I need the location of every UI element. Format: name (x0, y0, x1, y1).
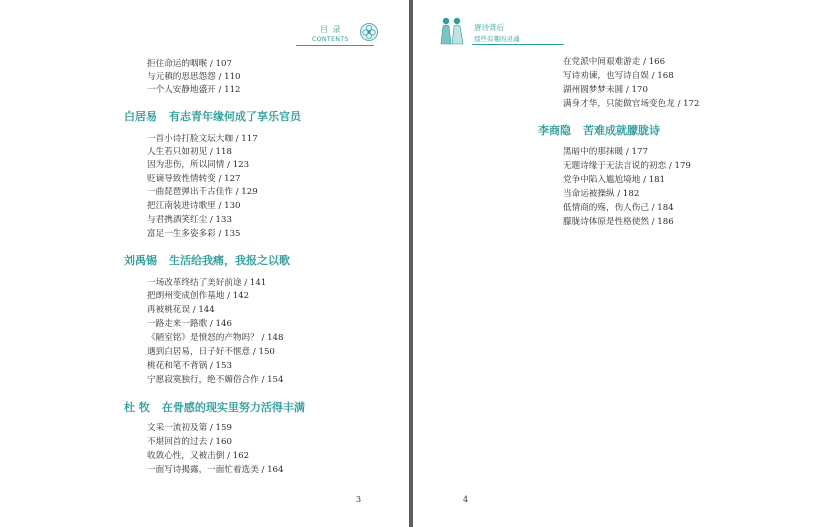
section-theme: 有志青年缘何成了享乐官员 (169, 110, 301, 123)
toc-entry[interactable]: 富足一生多姿多彩 / 135 (147, 229, 241, 239)
page-number: 4 (463, 495, 469, 504)
poet-name: 白居易 (124, 110, 157, 123)
toc-entry[interactable]: 人生若只如初见 / 118 (147, 147, 232, 157)
toc-entry[interactable]: 把朗州变成创作基地 / 142 (147, 291, 250, 301)
book-header (438, 16, 578, 50)
toc-entry[interactable]: 拒住命运的咽喉 / 107 (147, 59, 232, 69)
poet-name: 刘禹锡 (124, 254, 157, 267)
toc-entry[interactable]: 一路走来一路歌 / 146 (147, 319, 232, 329)
toc-entry[interactable]: 贬谪导致性情转变 / 127 (147, 174, 241, 184)
toc-entry[interactable]: 写诗劝谏，也写诗自娱 / 168 (563, 71, 674, 81)
toc-entry[interactable]: 再被桃花误 / 144 (147, 305, 215, 315)
left-page (0, 0, 409, 527)
section-theme: 生活给我痛，我报之以歌 (169, 254, 290, 267)
toc-entry[interactable]: 党争中陷入尴尬境地 / 181 (563, 175, 666, 185)
section-heading-bai-juyi[interactable] (124, 111, 301, 122)
toc-entry[interactable]: 低情商的殇，伤人伤己 / 184 (563, 203, 674, 213)
toc-entry[interactable]: 不堪回首的过去 / 160 (147, 437, 232, 447)
toc-entry[interactable]: 一首小诗打脸文坛大咖 / 117 (147, 134, 258, 144)
toc-entry[interactable]: 无题诗缘于无法言说的初恋 / 179 (563, 161, 691, 171)
toc-entry[interactable]: 当命运被操纵 / 182 (563, 189, 640, 199)
toc-entry[interactable]: 朦胧诗体原是性格使然 / 186 (563, 217, 674, 227)
header-rule (296, 45, 374, 46)
toc-entry[interactable]: 一曲琵琶弹出千古佳作 / 129 (147, 187, 258, 197)
section-theme: 苦难成就朦胧诗 (583, 124, 660, 137)
flower-icon (359, 22, 379, 42)
book-subtitle: 那些有趣的灵魂 (474, 35, 520, 43)
figures-icon (438, 16, 466, 46)
toc-entry[interactable]: 《陋室铭》是愤怒的产物吗？ / 148 (147, 333, 284, 343)
section-heading-du-mu[interactable] (124, 402, 305, 413)
toc-entry[interactable]: 因为悲伤，所以同情 / 123 (147, 160, 250, 170)
contents-subtitle: CONTENTS (312, 36, 349, 43)
book-title: 唐诗背后 (474, 23, 504, 32)
poet-name: 杜 牧 (124, 401, 150, 414)
page-number: 3 (356, 495, 362, 504)
header-rule (472, 44, 564, 45)
toc-entry[interactable]: 把江南装进诗歌里 / 130 (147, 201, 241, 211)
section-theme: 在骨感的现实里努力活得丰满 (161, 401, 305, 414)
toc-entry[interactable]: 一个人安静地盛开 / 112 (147, 85, 241, 95)
toc-entry[interactable]: 湖州圆梦梦未圆 / 170 (563, 85, 648, 95)
right-page (413, 0, 820, 527)
toc-entry[interactable]: 文采一流初及第 / 159 (147, 423, 232, 433)
toc-entry[interactable]: 与元稹的思思怨怨 / 110 (147, 72, 241, 82)
toc-entry[interactable]: 一场改革终结了美好前途 / 141 (147, 278, 267, 288)
toc-entry[interactable]: 一面写诗揭露，一面忙着选美 / 164 (147, 465, 284, 475)
section-heading-li-shangyin[interactable] (538, 125, 660, 136)
section-heading-liu-yuxi[interactable] (124, 255, 290, 266)
poet-name: 李商隐 (538, 124, 571, 137)
toc-entry[interactable]: 遇到白居易，日子好不惬意 / 150 (147, 347, 275, 357)
toc-entry[interactable]: 在党派中间艰难游走 / 166 (563, 57, 666, 67)
toc-entry[interactable]: 桃花和笔不背锅 / 153 (147, 361, 232, 371)
contents-title: 目 录 (320, 25, 342, 34)
contents-header (296, 20, 396, 48)
toc-entry[interactable]: 收敛心性，又被击倒 / 162 (147, 451, 250, 461)
toc-entry[interactable]: 与君携酒笑红尘 / 133 (147, 215, 232, 225)
toc-entry[interactable]: 黑暗中的那抹暖 / 177 (563, 147, 648, 157)
toc-entry[interactable]: 宁愿寂寞独行，绝不媚俗合作 / 154 (147, 375, 284, 385)
toc-entry[interactable]: 满身才华，只能做官场变色龙 / 172 (563, 99, 700, 109)
